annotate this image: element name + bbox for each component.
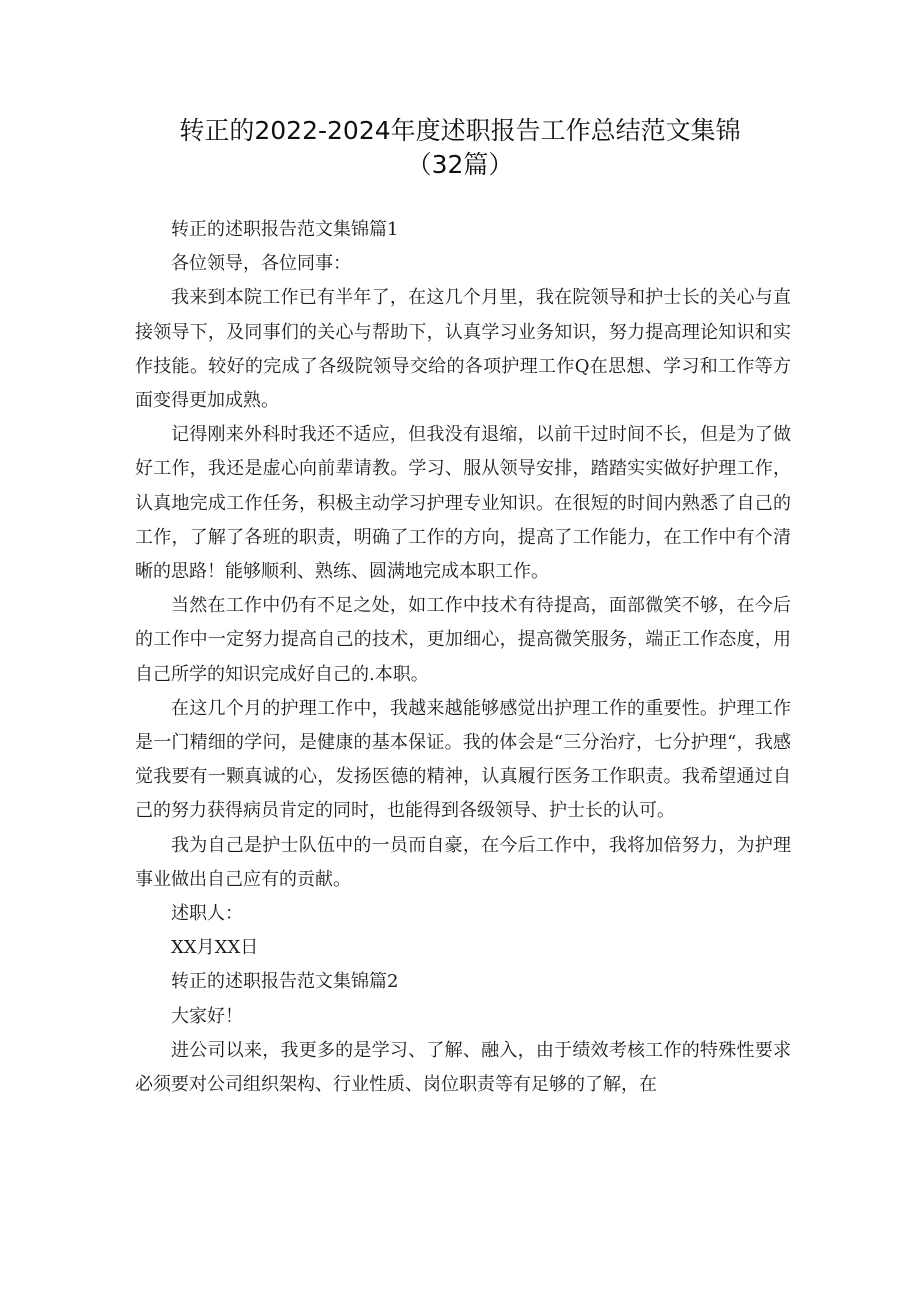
body-paragraph: 进公司以来，我更多的是学习、了解、融入，由于绩效考核工作的特殊性要求必须要对公司组织架构、行业性质、岗位职责等有足够的了解，在 [135,1039,791,1096]
section-heading: 转正的述职报告范文集锦篇2 [171,971,399,993]
salutation: 大家好！ [171,1005,243,1027]
body-paragraph: 我为自己是护士队伍中的一员而自豪，在今后工作中，我将加倍努力，为护理事业做出自己应有的贡献。 [135,834,791,890]
document-title: 转正的2022-2024年度述职报告工作总结范文集锦 [179,116,741,145]
signature-label: 述职人： [171,903,243,925]
body-paragraph: 记得刚来外科时我还不适应，但我没有退缩，以前干过时间不长，但是为了做好工作，我还是虚心向前辈请教。学习、服从领导安排，踏踏实实做好护理工作，认真地完成工作任务，积极主动学习护理专业知识。在很短的时间内熟悉了自己的工作，了解了各班的职责，明确了工作的方向，提高了工作能力，在工作中有个清晰的思路！能够顺利、熟练、圆满地完成本职工作。 [135,424,791,583]
body-paragraph: 当然在工作中仍有不足之处，如工作中技术有待提高，面部微笑不够，在今后的工作中一定努力提高自己的技术，更加细心，提高微笑服务，端正工作态度，用自己所学的知识完成好自己的.本职。 [135,595,791,685]
section-heading: 转正的述职报告范文集锦篇1 [171,219,399,240]
salutation: 各位领导，各位同事： [171,253,351,275]
body-paragraph: 在这几个月的护理工作中，我越来越能够感觉出护理工作的重要性。护理工作是一门精细的学问，是健康的基本保证。我的体会是“三分治疗，七分护理“，我感觉我要有一颗真诚的心，发扬医德的精神，认真履行医务工作职责。我希望通过自己的努力获得病员肯定的同时，也能得到各级领导、护士长的认可。 [135,697,791,822]
body-paragraph: 我来到本院工作已有半年了，在这几个月里，我在院领导和护士长的关心与直接领导下，及同事们的关心与帮助下，认真学习业务知识，努力提高理论知识和实作技能。较好的完成了各级院领导交给的各项护理工作Q在思想、学习和工作等方面变得更加成熟。 [135,287,791,412]
document-title-count: （32篇） [406,150,514,179]
date-line: XX月XX日 [171,937,259,959]
document-body [135,213,791,1102]
